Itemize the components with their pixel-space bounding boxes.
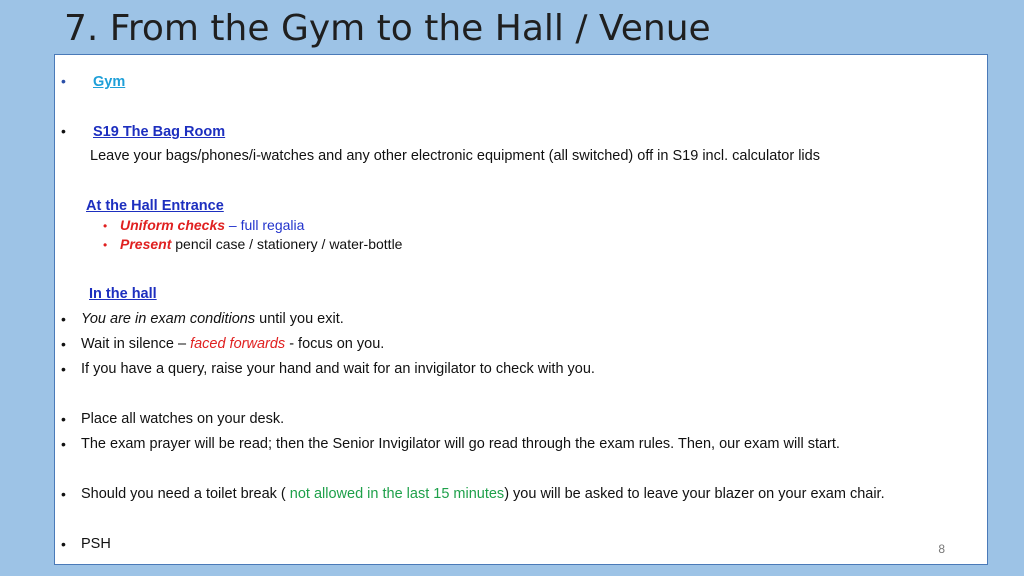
focus-text: - focus on you. bbox=[285, 336, 385, 352]
bag-room-heading[interactable]: S19 The Bag Room bbox=[93, 124, 226, 140]
list-item bbox=[81, 486, 885, 502]
in-hall-heading[interactable]: In the hall bbox=[89, 286, 157, 302]
bullet: • bbox=[61, 73, 66, 89]
bullet: • bbox=[61, 536, 66, 552]
bullet: • bbox=[61, 123, 66, 139]
list-item bbox=[81, 311, 344, 327]
exam-conditions-rest: until you exit. bbox=[255, 311, 344, 327]
hall-entrance-heading[interactable]: At the Hall Entrance bbox=[86, 198, 224, 214]
toilet-break-text: Should you need a toilet break ( bbox=[81, 486, 290, 502]
list-item: The exam prayer will be read; then the Senior Invigilator will go read through the exam rules. Then, our exam will start. bbox=[81, 436, 840, 452]
present-label: Present bbox=[120, 236, 172, 252]
gym-link[interactable] bbox=[93, 74, 125, 90]
present-text: pencil case / stationery / water-bottle bbox=[171, 236, 403, 252]
blazer-text: ) you will be asked to leave your blazer on your exam chair. bbox=[504, 486, 885, 502]
slide-title: 7. From the Gym to the Hall / Venue bbox=[64, 8, 711, 49]
faced-forwards-text: faced forwards bbox=[190, 336, 286, 352]
list-item: PSH bbox=[81, 536, 111, 552]
in-hall-link[interactable] bbox=[89, 286, 157, 302]
bullet: • bbox=[61, 311, 66, 327]
gym-link-text[interactable]: Gym bbox=[93, 74, 126, 90]
bullet: • bbox=[61, 411, 66, 427]
bullet: • bbox=[61, 436, 66, 452]
bullet: • bbox=[103, 238, 108, 252]
bullet: • bbox=[61, 336, 66, 352]
present-item bbox=[120, 236, 402, 252]
content-box bbox=[54, 54, 988, 565]
bullet: • bbox=[61, 361, 66, 377]
exam-conditions-text: You are in exam conditions bbox=[81, 311, 256, 327]
page-number: 8 bbox=[938, 542, 945, 556]
not-allowed-text: not allowed in the last 15 minutes bbox=[289, 486, 505, 502]
hall-entrance-link[interactable] bbox=[86, 198, 224, 214]
list-item: If you have a query, raise your hand and wait for an invigilator to check with you. bbox=[81, 361, 595, 377]
bullet: • bbox=[61, 486, 66, 502]
list-item: Place all watches on your desk. bbox=[81, 411, 285, 427]
list-item bbox=[81, 336, 384, 352]
uniform-checks-label: Uniform checks bbox=[120, 217, 226, 233]
bag-room-link[interactable] bbox=[93, 124, 225, 140]
silence-text: Wait in silence – bbox=[81, 336, 191, 352]
uniform-checks-text: – full regalia bbox=[225, 217, 305, 233]
bullet: • bbox=[103, 219, 108, 233]
bag-room-text: Leave your bags/phones/i-watches and any other electronic equipment (all switched) off in S19 incl. calculator lids bbox=[90, 148, 820, 164]
uniform-checks-item bbox=[120, 217, 304, 233]
